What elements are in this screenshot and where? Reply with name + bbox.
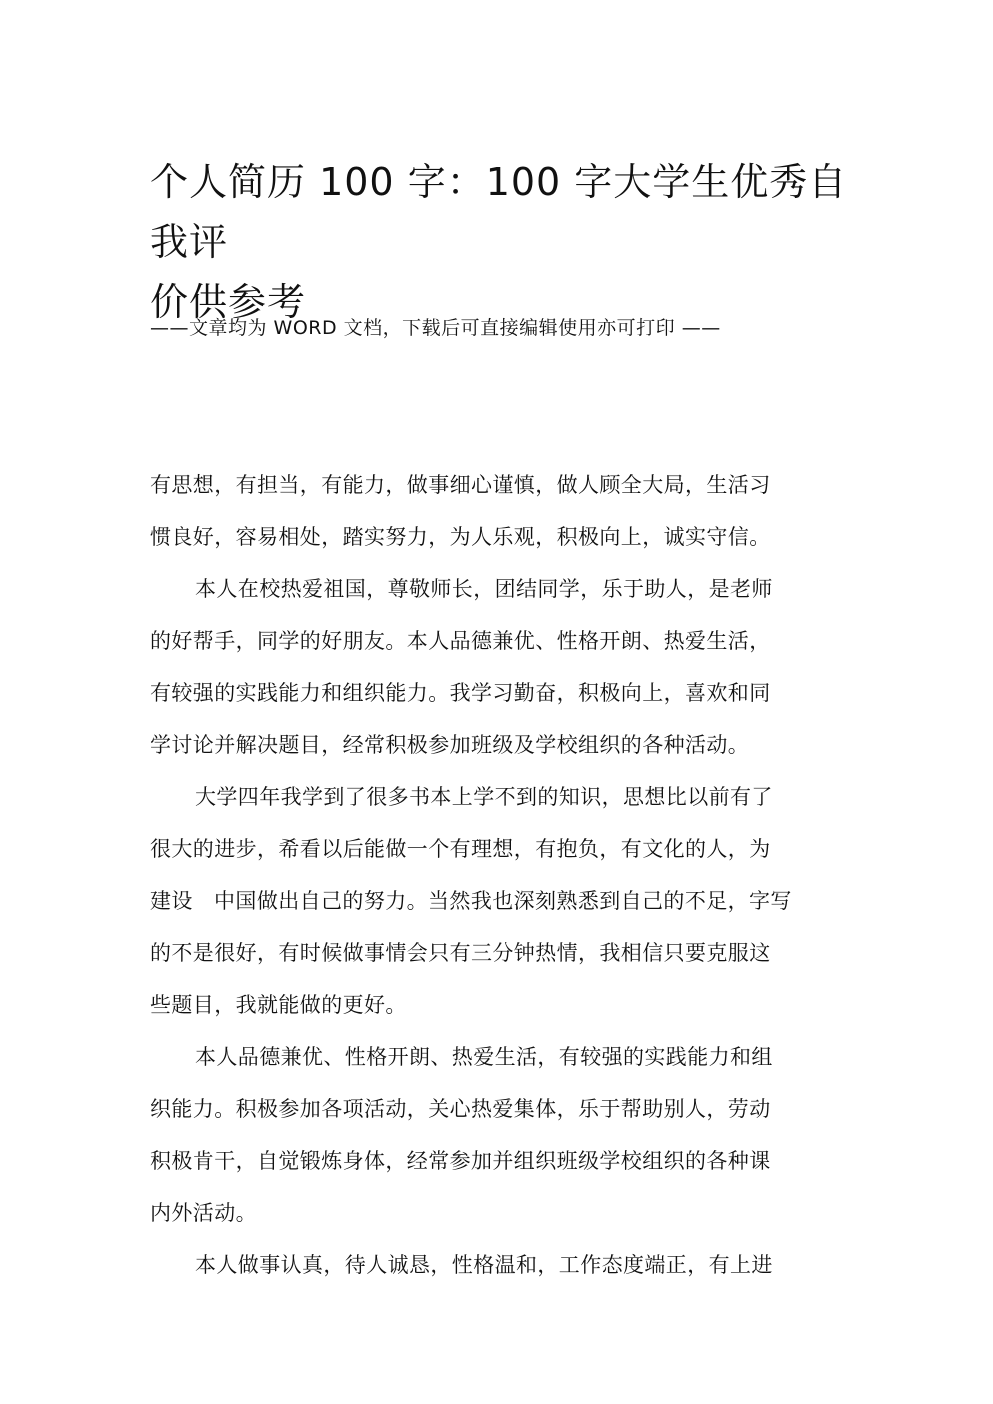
body-line: 大学四年我学到了很多书本上学不到的知识，思想比以前有了 (195, 785, 773, 809)
body-line: 织能力。积极参加各项活动，关心热爱集体，乐于帮助别人，劳动 (150, 1097, 771, 1121)
document-title (150, 152, 850, 332)
body-line: 很大的进步，希看以后能做一个有理想，有抱负，有文化的人，为 (150, 837, 771, 861)
body-line: 惯良好，容易相处，踏实努力，为人乐观，积极向上，诚实守信。 (150, 525, 771, 549)
body-line: 学讨论并解决题目，经常积极参加班级及学校组织的各种活动。 (150, 733, 750, 757)
body-line: 的好帮手，同学的好朋友。本人品德兼优、性格开朗、热爱生活， (150, 629, 771, 653)
body-line: 建设 中国做出自己的努力。当然我也深刻熟悉到自己的不足，字写 (150, 889, 792, 913)
title-line: 个人简历 100 字：100 字大学生优秀自我评 (150, 160, 848, 264)
body-line: 的不是很好，有时候做事情会只有三分钟热情，我相信只要克服这 (150, 941, 771, 965)
body-line: 本人在校热爱祖国，尊敬师长，团结同学，乐于助人，是老师 (195, 577, 773, 601)
body-line: 有思想，有担当，有能力，做事细心谨慎，做人顾全大局，生活习 (150, 473, 771, 497)
document-body (150, 462, 835, 1294)
title-line: 价供参考 (150, 280, 307, 324)
body-line: 内外活动。 (150, 1201, 257, 1225)
body-line: 本人做事认真，待人诚恳，性格温和，工作态度端正，有上进 (195, 1253, 773, 1277)
document-subtitle: ——文章均为 WORD 文档，下载后可直接编辑使用亦可打印 —— (150, 317, 721, 339)
body-line: 积极肯干，自觉锻炼身体，经常参加并组织班级学校组织的各种课 (150, 1149, 771, 1173)
body-line: 些题目，我就能做的更好。 (150, 993, 407, 1017)
body-line: 有较强的实践能力和组织能力。我学习勤奋，积极向上，喜欢和同 (150, 681, 771, 705)
body-line: 本人品德兼优、性格开朗、热爱生活，有较强的实践能力和组 (195, 1045, 773, 1069)
